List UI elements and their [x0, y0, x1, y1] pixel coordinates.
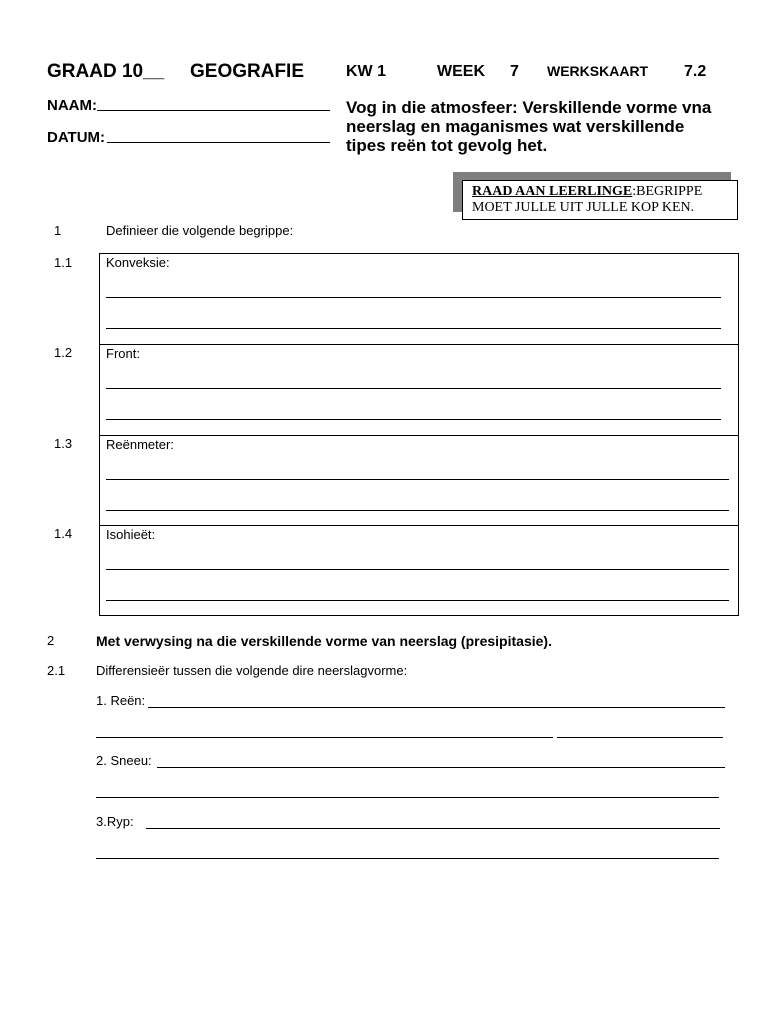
advice-heading: RAAD AAN LEERLINGE — [472, 184, 633, 199]
answer-line[interactable] — [96, 858, 719, 859]
advice-box — [462, 180, 738, 220]
worksheet-label: WERKSKAART — [547, 63, 649, 79]
precipitation-label-snow: 2. Sneeu: — [96, 753, 152, 768]
answer-line[interactable] — [106, 510, 729, 511]
section2-number: 2 — [47, 633, 55, 648]
precipitation-label-rain: 1. Reën: — [96, 693, 146, 708]
term-label: KW 1 — [346, 63, 386, 80]
answer-line[interactable] — [106, 297, 721, 298]
definition-box-front — [99, 344, 739, 435]
answer-line[interactable] — [106, 569, 729, 570]
answer-line[interactable] — [106, 388, 721, 389]
date-field[interactable] — [107, 142, 330, 143]
answer-line[interactable] — [148, 707, 725, 708]
answer-line[interactable] — [146, 828, 720, 829]
item-number: 1.1 — [54, 255, 73, 270]
week-label: WEEK — [437, 63, 485, 80]
name-field[interactable] — [97, 110, 330, 111]
answer-line[interactable] — [96, 797, 719, 798]
section1-number: 1 — [54, 223, 62, 238]
item-number: 1.3 — [54, 436, 73, 451]
week-value: 7 — [510, 63, 519, 80]
definition-term: Front: — [106, 346, 140, 361]
date-label: DATUM: — [47, 129, 106, 146]
answer-line[interactable] — [157, 767, 725, 768]
definition-box-isohieet — [99, 525, 739, 616]
subject-label: GEOGRAFIE — [190, 61, 305, 82]
worksheet-value: 7.2 — [684, 63, 707, 80]
definition-box-reenmeter — [99, 435, 739, 525]
section2-sub-number: 2.1 — [47, 663, 66, 678]
item-number: 1.2 — [54, 345, 73, 360]
grade-label: GRAAD 10__ — [47, 61, 165, 82]
answer-line[interactable] — [106, 419, 721, 420]
definition-term: Konveksie: — [106, 255, 170, 270]
definition-term: Isohieët: — [106, 527, 156, 542]
definition-term: Reënmeter: — [106, 437, 174, 452]
answer-line[interactable] — [557, 737, 723, 738]
worksheet-topic: Vog in die atmosfeer: Verskillende vorme vna neerslag en maganismes wat verskillende tipes reën tot gevolg het. — [346, 98, 712, 155]
section2-instruction: Differensieër tussen die volgende dire neerslagvorme: — [96, 663, 408, 678]
section2-heading: Met verwysing na die verskillende vorme van neerslag (presipitasie). — [96, 633, 552, 649]
definition-box-konveksie — [99, 253, 739, 344]
answer-line[interactable] — [96, 737, 553, 738]
answer-line[interactable] — [106, 479, 729, 480]
section1-instruction: Definieer die volgende begrippe: — [106, 223, 294, 238]
precipitation-label-frost: 3.Ryp: — [96, 814, 134, 829]
item-number: 1.4 — [54, 526, 73, 541]
answer-line[interactable] — [106, 328, 721, 329]
answer-line[interactable] — [106, 600, 729, 601]
advice-text: :BEGRIPPE MOET JULLE UIT JULLE KOP KEN. — [472, 184, 703, 215]
name-label: NAAM: — [47, 97, 97, 114]
